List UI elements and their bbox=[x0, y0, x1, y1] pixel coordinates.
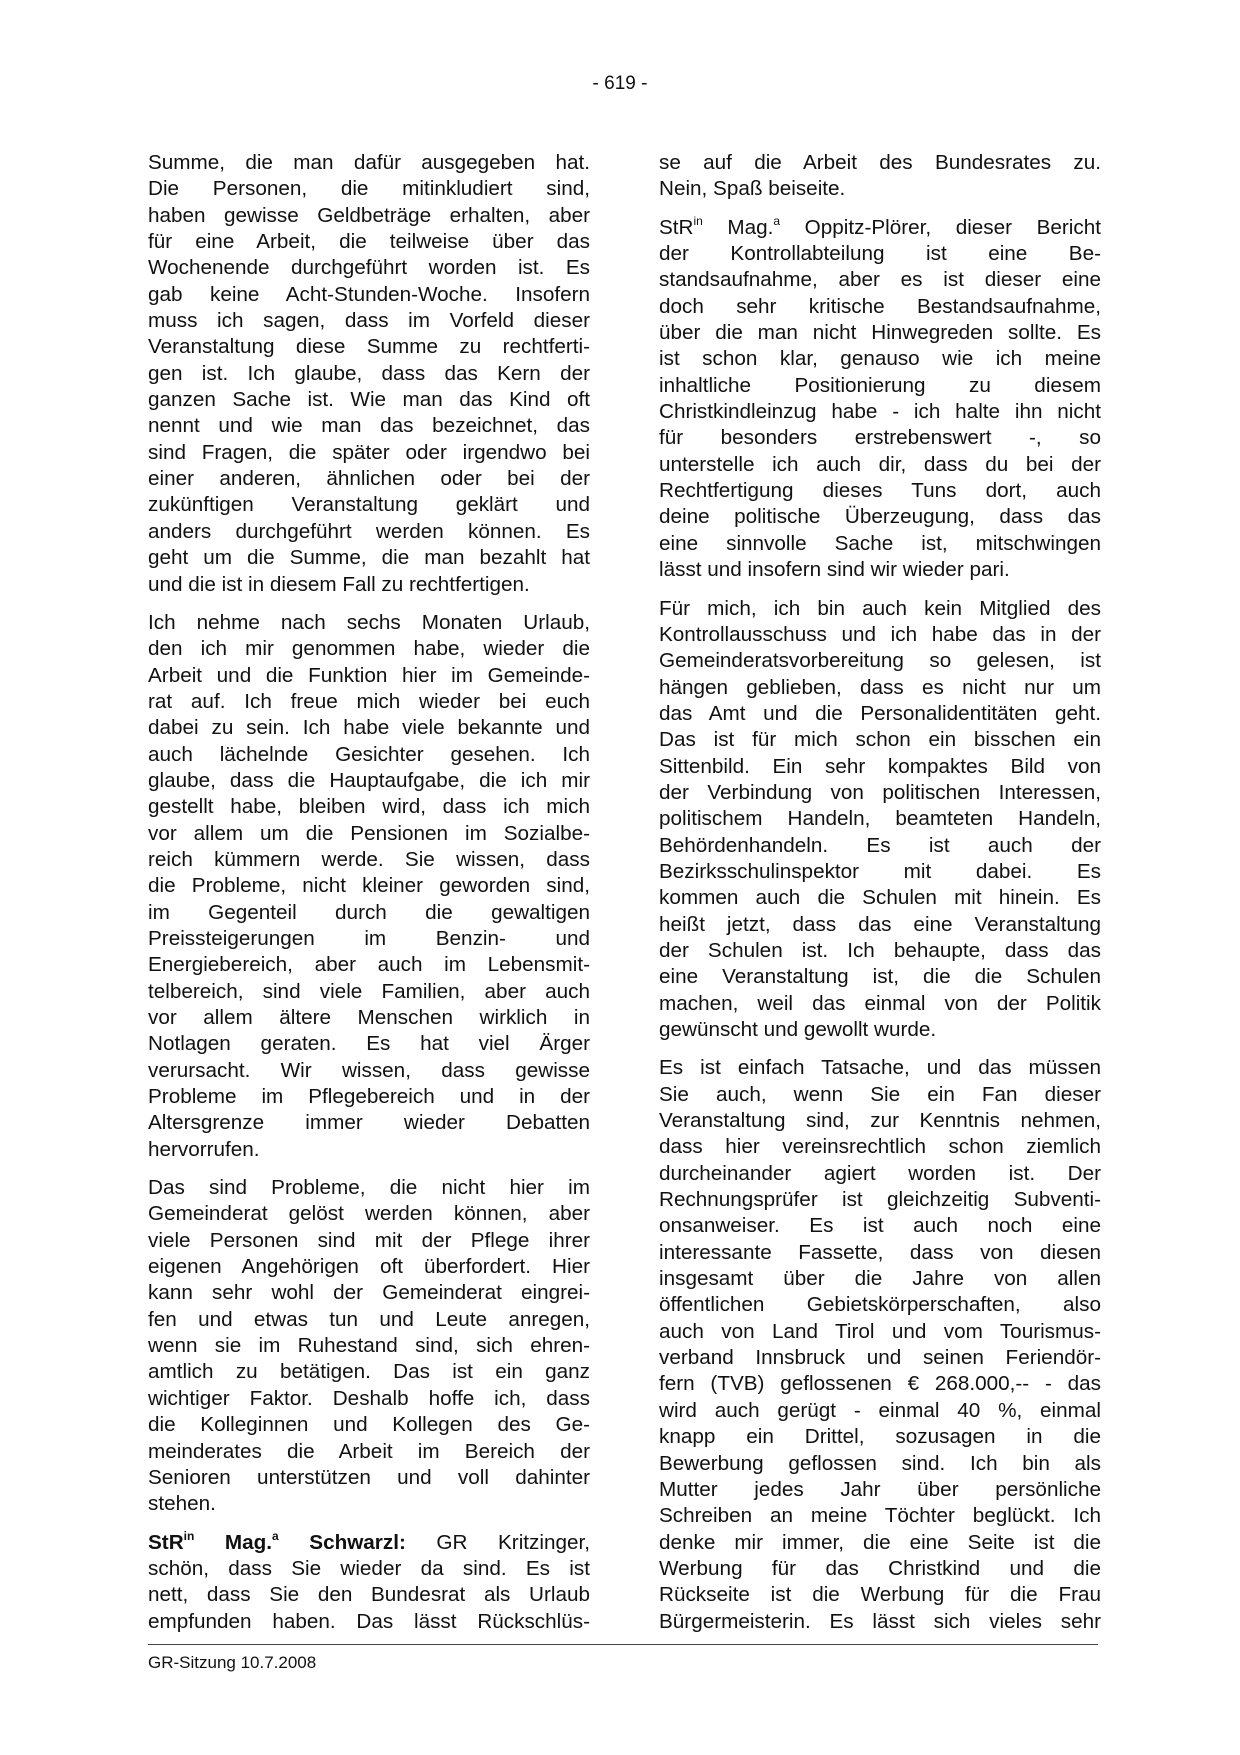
text-line: schön, dass Sie wieder da sind. Es ist bbox=[148, 1556, 590, 1580]
text-line: sind Fragen, die später oder irgendwo bei bbox=[148, 440, 590, 464]
text-line: Die Personen, die mitinkludiert sind, bbox=[148, 177, 590, 201]
text-line: ist schon klar, genauso wie ich meine bbox=[659, 347, 1101, 371]
text-line: Das sind Probleme, die nicht hier im bbox=[148, 1176, 590, 1200]
text-line: Rechtfertigung dieses Tuns dort, auch bbox=[659, 479, 1101, 503]
right-column bbox=[659, 150, 1101, 1647]
left-paragraph-4 bbox=[148, 1530, 590, 1635]
text-line: insgesamt über die Jahre von allen bbox=[659, 1267, 1101, 1291]
text-line: auch von Land Tirol und vom Tourismus- bbox=[659, 1319, 1101, 1343]
text-line: gen ist. Ich glaube, dass das Kern der bbox=[148, 361, 590, 385]
text-line: vor allem um die Pensionen im Sozialbe- bbox=[148, 821, 590, 845]
text-line: Ich nehme nach sechs Monaten Urlaub, bbox=[148, 610, 590, 634]
text-line: machen, weil das einmal von der Politik bbox=[659, 991, 1101, 1015]
text-line: der Schulen ist. Ich behaupte, dass das bbox=[659, 938, 1101, 962]
text-line: anders durchgeführt werden können. Es bbox=[148, 519, 590, 543]
text-line: Mutter jedes Jahr über persönliche bbox=[659, 1477, 1101, 1501]
text-line: haben gewisse Geldbeträge erhalten, aber bbox=[148, 203, 590, 227]
text-line: inhaltliche Positionierung zu diesem bbox=[659, 373, 1101, 397]
text-line: über die man nicht Hinwegreden sollte. Es bbox=[659, 321, 1101, 345]
text-line: fern (TVB) geflossenen € 268.000,-- - das bbox=[659, 1372, 1101, 1396]
text-line: standsaufnahme, aber es ist dieser eine bbox=[659, 268, 1101, 292]
text-line: Sittenbild. Ein sehr kompaktes Bild von bbox=[659, 754, 1101, 778]
text-line: Arbeit und die Funktion hier im Gemeinde- bbox=[148, 663, 590, 687]
text-line: dabei zu sein. Ich habe viele bekannte und bbox=[148, 716, 590, 740]
text-line: Bezirksschulinspektor mit dabei. Es bbox=[659, 859, 1101, 883]
text-line: Veranstaltung diese Summe zu rechtferti- bbox=[148, 335, 590, 359]
text-line: interessante Fassette, dass von diesen bbox=[659, 1240, 1101, 1264]
text-line: ganzen Sache ist. Wie man das Kind oft bbox=[148, 388, 590, 412]
text-line: empfunden haben. Das lässt Rückschlüs- bbox=[148, 1609, 590, 1633]
text-line: StR$^{in}$ Mag.$^a$ Oppitz-Plörer, dieser Bericht bbox=[659, 213, 1101, 239]
speaker-name: StR$^{in}$ Mag.$^a$ Schwarzl: bbox=[148, 1528, 406, 1554]
text-line: Es ist einfach Tatsache, und das müssen bbox=[659, 1056, 1101, 1080]
left-paragraph-3 bbox=[148, 1175, 590, 1517]
text-line: zukünftigen Veranstaltung geklärt und bbox=[148, 493, 590, 517]
text-line: durcheinander agiert worden ist. Der bbox=[659, 1161, 1101, 1185]
text-line: Rechnungsprüfer ist gleichzeitig Subventi- bbox=[659, 1188, 1101, 1212]
text-line: Notlagen geraten. Es hat viel Ärger bbox=[148, 1032, 590, 1056]
text-line: einer anderen, ähnlichen oder bei der bbox=[148, 467, 590, 491]
text-line: StR$^{in}$ Mag.$^a$ Schwarzl: GR Kritzinger, bbox=[148, 1528, 590, 1554]
text-line: meinderates die Arbeit im Bereich der bbox=[148, 1439, 590, 1463]
text-line: öffentlichen Gebietskörperschaften, also bbox=[659, 1293, 1101, 1317]
text-line: wenn sie im Ruhestand sind, sich ehren- bbox=[148, 1334, 590, 1358]
text-line: vor allem ältere Menschen wirklich in bbox=[148, 1006, 590, 1029]
text-line: Wochenende durchgeführt worden ist. Es bbox=[148, 256, 590, 280]
text-line: wichtiger Faktor. Deshalb hoffe ich, dass bbox=[148, 1386, 590, 1410]
text-line: Preissteigerungen im Benzin- und bbox=[148, 926, 590, 950]
text-line: viele Personen sind mit der Pflege ihrer bbox=[148, 1228, 590, 1252]
text-line: Werbung für das Christkind und die bbox=[659, 1556, 1101, 1580]
footer-divider bbox=[148, 1644, 1098, 1645]
text-line: für besonders erstrebenswert -, so bbox=[659, 426, 1101, 450]
text-line: gewünscht und gewollt wurde. bbox=[659, 1018, 937, 1041]
text-line: den ich mir genommen habe, wieder die bbox=[148, 637, 590, 661]
right-paragraph-3 bbox=[659, 596, 1101, 1044]
text-line: das Amt und die Personalidentitäten geht. bbox=[659, 701, 1101, 725]
text-line: wird auch gerügt - einmal 40 %, einmal bbox=[659, 1398, 1101, 1422]
text-line: stehen. bbox=[148, 1492, 216, 1516]
text-line: für eine Arbeit, die teilweise über das bbox=[148, 230, 590, 254]
text-line: Behördenhandeln. Es ist auch der bbox=[659, 833, 1101, 857]
text-line: deine politische Überzeugung, dass das bbox=[659, 505, 1101, 529]
text-line: kann sehr wohl der Gemeinderat eingrei- bbox=[148, 1281, 590, 1305]
left-paragraph-1 bbox=[148, 150, 590, 598]
text-line: telbereich, sind viele Familien, aber auch bbox=[148, 979, 590, 1003]
text-line: Gemeinderatsvorbereitung so gelesen, ist bbox=[659, 649, 1101, 673]
text-line: eigenen Angehörigen oft überfordert. Hier bbox=[148, 1255, 590, 1279]
page-number: - 619 - bbox=[592, 73, 648, 94]
text-line: onsanweiser. Es ist auch noch eine bbox=[659, 1214, 1101, 1238]
text-line: knapp ein Drittel, sozusagen in die bbox=[659, 1425, 1101, 1449]
text-line: nennt und wie man das bezeichnet, das bbox=[148, 414, 590, 438]
text-line: gab keine Acht-Stunden-Woche. Insofern bbox=[148, 282, 590, 306]
text-line: die Probleme, nicht kleiner geworden sind, bbox=[148, 874, 590, 898]
right-paragraph-2 bbox=[659, 215, 1101, 584]
text-line: unterstelle ich auch dir, dass du bei der bbox=[659, 452, 1101, 476]
text-line: fen und etwas tun und Leute anregen, bbox=[148, 1307, 590, 1331]
text-line: Gemeinderat gelöst werden können, aber bbox=[148, 1202, 590, 1226]
text-line: und die ist in diesem Fall zu rechtfertigen. bbox=[148, 572, 530, 596]
text-line: kommen auch die Schulen mit hinein. Es bbox=[659, 886, 1101, 910]
text-line: verband Innsbruck und seinen Feriendör- bbox=[659, 1346, 1101, 1370]
text-line: muss ich sagen, dass im Vorfeld dieser bbox=[148, 309, 590, 333]
text-line: der Kontrollabteilung ist eine Be- bbox=[659, 242, 1101, 266]
text-line: reich kümmern werde. Sie wissen, dass bbox=[148, 847, 590, 871]
text-line: dass hier vereinsrechtlich schon ziemlich bbox=[659, 1135, 1101, 1159]
text-line: Probleme im Pflegebereich und in der bbox=[148, 1085, 590, 1109]
text-line: rat auf. Ich freue mich wieder bei euch bbox=[148, 689, 590, 713]
text-line: eine Veranstaltung ist, die die Schulen bbox=[659, 965, 1101, 989]
text-line: der Verbindung von politischen Interessen, bbox=[659, 780, 1101, 804]
text-line: Für mich, ich bin auch kein Mitglied des bbox=[659, 596, 1101, 620]
text-line: hängen geblieben, dass es nicht nur um bbox=[659, 675, 1101, 699]
text-line: Nein, Spaß beiseite. bbox=[659, 177, 846, 201]
text-line: doch sehr kritische Bestandsaufnahme, bbox=[659, 294, 1101, 318]
text-line: gestellt habe, bleiben wird, dass ich mich bbox=[148, 795, 590, 819]
text-line: Veranstaltung sind, zur Kenntnis nehmen, bbox=[659, 1109, 1101, 1133]
text-line: Sie auch, wenn Sie ein Fan dieser bbox=[659, 1082, 1101, 1106]
text-line: im Gegenteil durch die gewaltigen bbox=[148, 900, 590, 924]
left-column bbox=[148, 150, 590, 1647]
text-line: politischem Handeln, beamteten Handeln, bbox=[659, 807, 1101, 831]
text-line: eine sinnvolle Sache ist, mitschwingen bbox=[659, 531, 1101, 555]
text-line: nett, dass Sie den Bundesrat als Urlaub bbox=[148, 1583, 590, 1607]
text-line: verursacht. Wir wissen, dass gewisse bbox=[148, 1058, 590, 1082]
right-paragraph-1 bbox=[659, 150, 1101, 203]
left-paragraph-2 bbox=[148, 610, 590, 1163]
text-line: auch lächelnde Gesichter gesehen. Ich bbox=[148, 742, 590, 766]
text-line: Rückseite ist die Werbung für die Frau bbox=[659, 1583, 1101, 1607]
text-line: Altersgrenze immer wieder Debatten bbox=[148, 1111, 590, 1135]
text-line: Bürgermeisterin. Es lässt sich vieles sehr bbox=[659, 1609, 1101, 1633]
text-line: Senioren unterstützen und voll dahinter bbox=[148, 1465, 590, 1489]
text-line: Kontrollausschuss und ich habe das in der bbox=[659, 622, 1101, 646]
text-line: amtlich zu betätigen. Das ist ein ganz bbox=[148, 1360, 590, 1384]
text-line: Energiebereich, aber auch im Lebensmit- bbox=[148, 953, 590, 977]
text-line: se auf die Arbeit des Bundesrates zu. bbox=[659, 151, 1101, 174]
text-line: die Kolleginnen und Kollegen des Ge- bbox=[148, 1413, 590, 1437]
text-line: hervorrufen. bbox=[148, 1137, 260, 1161]
text-line: Das ist für mich schon ein bisschen ein bbox=[659, 728, 1101, 752]
text-line: Christkindleinzug habe - ich halte ihn nicht bbox=[659, 400, 1101, 424]
text-line: geht um die Summe, die man bezahlt hat bbox=[148, 546, 590, 570]
right-paragraph-4 bbox=[659, 1055, 1101, 1635]
text-line: glaube, dass die Hauptaufgabe, die ich mir bbox=[148, 768, 590, 792]
text-line: Summe, die man dafür ausgegeben hat. bbox=[148, 151, 590, 174]
text-line: heißt jetzt, dass das eine Veranstaltung bbox=[659, 912, 1101, 936]
text-line: lässt und insofern sind wir wieder pari. bbox=[659, 558, 1010, 582]
text-line: Bewerbung geflossen sind. Ich bin als bbox=[659, 1451, 1101, 1475]
text-line: denke mir immer, die eine Seite ist die bbox=[659, 1530, 1101, 1554]
footer-session-label: GR-Sitzung 10.7.2008 bbox=[148, 1653, 317, 1672]
text-line: Schreiben an meine Töchter beglückt. Ich bbox=[659, 1504, 1101, 1528]
